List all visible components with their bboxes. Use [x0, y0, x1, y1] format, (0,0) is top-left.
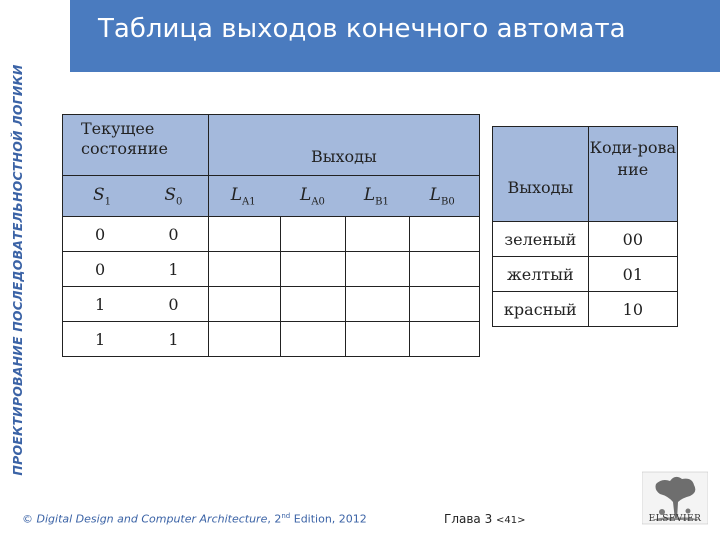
state-s0-cell: 1	[142, 252, 208, 287]
edition-rest: Edition, 2012	[290, 512, 367, 526]
header-la1	[208, 176, 280, 217]
current-state-header-line2: состояние	[81, 139, 168, 158]
edition-sup: nd	[281, 512, 291, 520]
slide-title: Таблица выходов конечного автомата	[98, 14, 626, 44]
header-s1	[63, 176, 143, 217]
elsevier-wordmark: ELSEVIER	[648, 514, 702, 524]
encoding-table	[492, 126, 678, 327]
output-cell	[346, 252, 410, 287]
header-lb1-sub: B1	[375, 196, 389, 208]
output-cell	[346, 322, 410, 357]
book-title: Digital Design and Computer Architecture	[36, 512, 268, 526]
encoding-col1-header: Выходы	[493, 127, 589, 222]
outputs-header: Выходы	[208, 115, 479, 176]
table-row	[63, 322, 480, 357]
title-bar	[70, 0, 720, 72]
table-row	[63, 287, 480, 322]
footer-copyright	[22, 512, 367, 526]
header-s1-sub: 1	[104, 196, 112, 208]
encoding-code-cell: 01	[588, 257, 677, 292]
encoding-code-cell: 10	[588, 292, 677, 327]
header-la1-sub: A1	[242, 196, 256, 208]
encoding-output-cell: красный	[493, 292, 589, 327]
sidebar-title: ПРОЕКТИРОВАНИЕ ПОСЛЕДОВАТЕЛЬНОСТНОЙ ЛОГИКИ	[10, 64, 25, 476]
header-lb0	[410, 176, 480, 217]
current-state-header-line1: Текущее	[81, 119, 155, 138]
output-cell	[280, 217, 346, 252]
header-s1-letter: S	[93, 184, 105, 205]
state-s1-cell: 1	[63, 287, 143, 322]
encoding-col2-header-line1: Коди-рова	[589, 138, 676, 157]
state-s0-cell: 1	[142, 322, 208, 357]
header-la1-letter: L	[230, 184, 243, 205]
table-row	[63, 217, 480, 252]
header-la0-sub: A0	[311, 196, 325, 208]
output-cell	[346, 217, 410, 252]
encoding-col2-header-line2: ние	[617, 160, 649, 179]
output-cell	[410, 322, 480, 357]
output-cell	[280, 252, 346, 287]
state-s1-cell: 1	[63, 322, 143, 357]
output-cell	[208, 322, 280, 357]
header-lb1	[346, 176, 410, 217]
encoding-output-cell: желтый	[493, 257, 589, 292]
encoding-col2-header	[588, 127, 677, 222]
output-cell	[280, 287, 346, 322]
output-cell	[410, 252, 480, 287]
output-table	[62, 114, 480, 357]
header-lb1-letter: L	[363, 184, 376, 205]
output-cell	[346, 287, 410, 322]
header-la0	[280, 176, 346, 217]
state-s0-cell: 0	[142, 287, 208, 322]
output-cell	[280, 322, 346, 357]
encoding-code-cell: 00	[588, 222, 677, 257]
header-s0	[142, 176, 208, 217]
copyright-symbol: ©	[22, 512, 37, 526]
table-row	[493, 292, 678, 327]
state-s1-cell: 0	[63, 217, 143, 252]
table-row	[493, 222, 678, 257]
current-state-header	[63, 115, 209, 176]
output-cell	[410, 217, 480, 252]
header-lb0-sub: B0	[440, 196, 455, 208]
chapter-label: Глава 3	[444, 512, 493, 526]
header-s0-sub: 0	[176, 196, 183, 208]
header-la0-letter: L	[300, 184, 312, 205]
table-row	[63, 252, 480, 287]
encoding-output-cell: зеленый	[493, 222, 589, 257]
page-number: <41>	[496, 515, 526, 526]
output-cell	[410, 287, 480, 322]
header-lb0-letter: L	[429, 184, 441, 205]
state-s1-cell: 0	[63, 252, 143, 287]
output-cell	[208, 217, 280, 252]
edition-number: , 2	[267, 512, 282, 526]
output-cell	[208, 287, 280, 322]
output-cell	[208, 252, 280, 287]
header-s0-letter: S	[164, 184, 176, 205]
table-row	[493, 257, 678, 292]
state-s0-cell: 0	[142, 217, 208, 252]
footer-chapter	[444, 512, 526, 526]
